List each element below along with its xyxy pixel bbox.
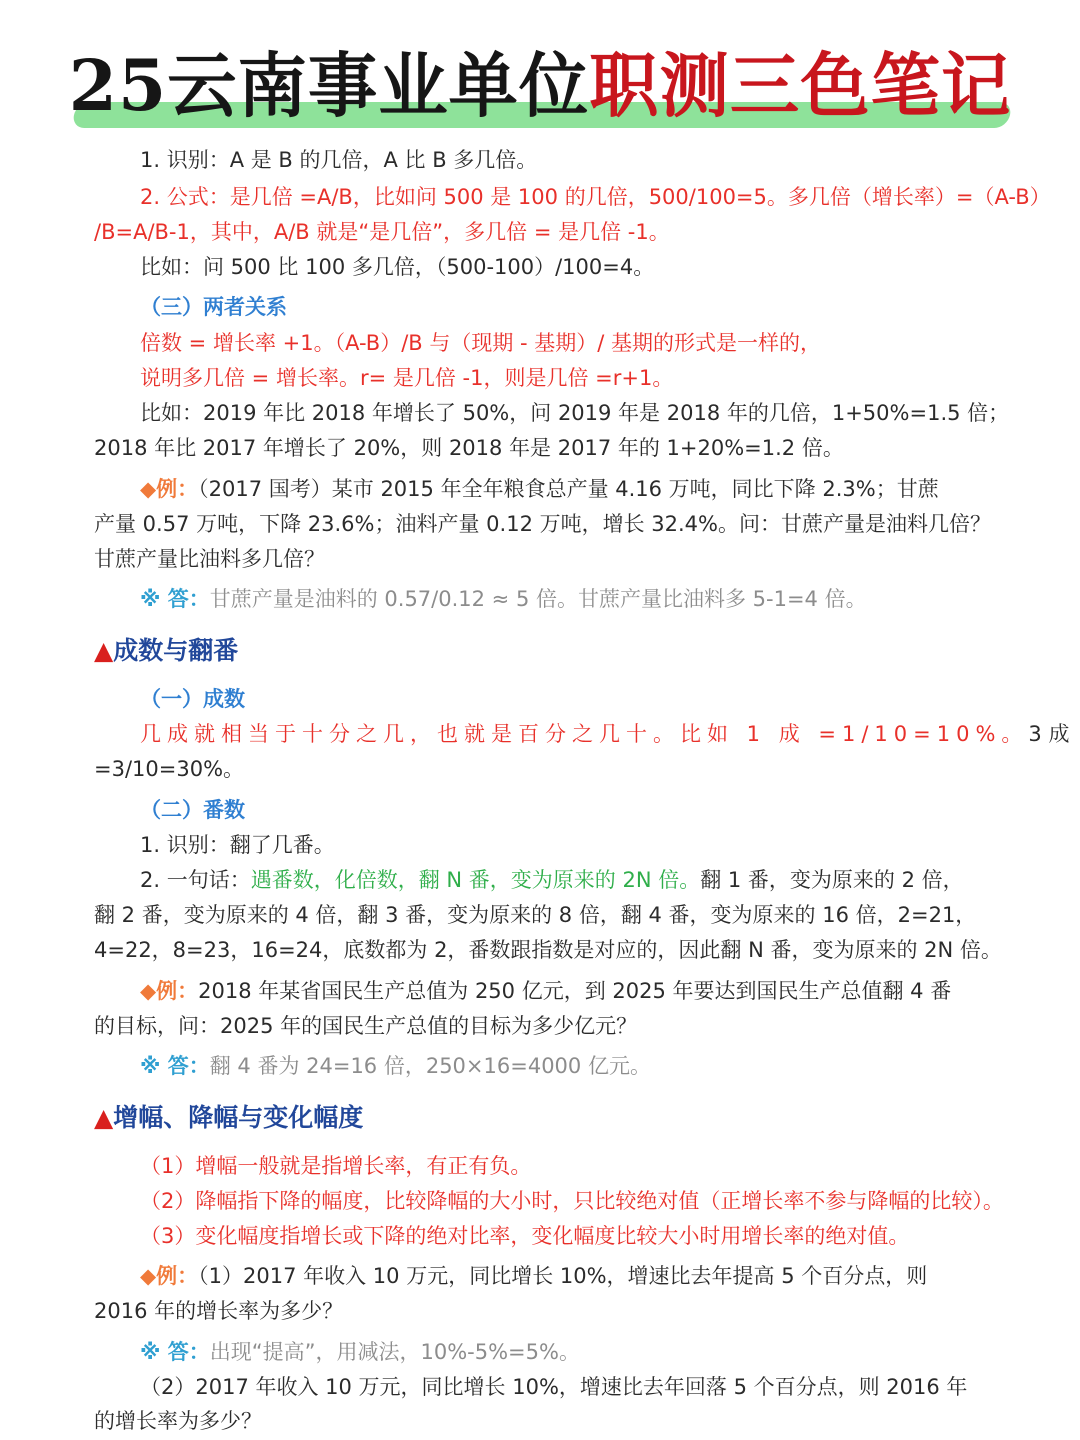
example-label: ◆例： (140, 477, 199, 501)
title-red-part: 职测三色笔记 (589, 44, 1012, 127)
fanshu-line-3: 4=22，8=23，16=24，底数都为 2，番数跟指数是对应的，因此翻 N 番，变为原来的 2N 倍。 (94, 938, 1002, 962)
triangle-icon: ▲ (94, 1103, 114, 1132)
example2-line-1 (140, 976, 951, 1006)
triangle-icon: ▲ (94, 636, 114, 665)
fanshu-rest: 翻 1 番，变为原来的 2 倍， (700, 868, 964, 892)
example3-text-1: （1）2017 年收入 10 万元，同比增长 10%，增速比去年提高 5 个百分点，则 (198, 1264, 928, 1288)
example3-q2-line-1: （2）2017 年收入 10 万元，同比增长 10%，增速比去年回落 5 个百分点，则 2016 年 (140, 1375, 968, 1399)
answer-label: ※ 答： (140, 1054, 210, 1078)
example1-line-1 (140, 474, 939, 504)
chengshu-text-1b: 3 成 (1028, 722, 1070, 746)
answer2-text: 翻 4 番为 24=16 倍，250×16=4000 亿元。 (209, 1054, 651, 1078)
relation-line-1: 倍数 = 增长率 +1。（A-B）/B 与（现期 - 基期）/ 基期的形式是一样的， (140, 331, 822, 355)
chengshu-line-1 (140, 719, 1069, 749)
example3-q2-line-2: 的增长率为多少？ (94, 1409, 262, 1433)
answer-label: ※ 答： (140, 587, 210, 611)
fanshu-green-text: 遇番数，化倍数，翻 N 番，变为原来的 2N 倍。 (250, 868, 701, 892)
fudu-point-2: （2）降幅指下降的幅度，比较降幅的大小时，只比较绝对值（正增长率不参与降幅的比较）。 (140, 1189, 1004, 1213)
example-label: ◆例： (140, 979, 199, 1003)
relation-heading: （三）两者关系 (140, 295, 287, 319)
example1-line-2: 产量 0.57 万吨，下降 23.6%；油料产量 0.12 万吨，增长 32.4%。问：甘蔗产量是油料几倍？ (94, 512, 991, 536)
example3-line-2: 2016 年的增长率为多少？ (94, 1299, 344, 1323)
answer1-text: 甘蔗产量是油料的 0.57/0.12 ≈ 5 倍。甘蔗产量比油料多 5-1=4 倍。 (209, 587, 867, 611)
fanshu-line-1 (140, 865, 964, 895)
example3-line-1 (140, 1261, 927, 1291)
fudu-point-1: （1）增幅一般就是指增长率，有正有负。 (140, 1154, 532, 1178)
chengshu-text-1: 几成就相当于十分之几，也就是百分之几十。比如 1 成 =1/10=10%。 (140, 722, 1029, 746)
answer3-text: 出现“提高”，用减法，10%-5%=5%。 (209, 1340, 580, 1364)
identify-line: 1. 识别：A 是 B 的几倍，A 比 B 多几倍。 (140, 148, 538, 172)
relation-example-2: 2018 年比 2017 年增长了 20%，则 2018 年是 2017 年的 1+20%=1.2 倍。 (94, 436, 844, 460)
title-black-part: 25云南事业单位 (68, 44, 590, 127)
example-label: ◆例： (140, 1264, 199, 1288)
section-heading-text: 成数与翻番 (113, 636, 239, 665)
relation-example-1: 比如：2019 年比 2018 年增长了 50%，问 2019 年是 2018 年的几倍，1+50%=1.5 倍； (140, 401, 1010, 425)
answer3-line (140, 1337, 580, 1367)
example2-line-2: 的目标，问：2025 年的国民生产总值的目标为多少亿元？ (94, 1014, 638, 1038)
example1-text-1: （2017 国考）某市 2015 年全年粮食总产量 4.16 万吨，同比下降 2.3%；甘蔗 (198, 477, 939, 501)
page-title (5, 42, 1075, 130)
fanshu-subheading: （二）番数 (140, 798, 245, 822)
answer-label: ※ 答： (140, 1340, 210, 1364)
formula-line-1: 2. 公式：是几倍 =A/B，比如问 500 是 100 的几倍，500/100=5。多几倍（增长率）=（A-B） (140, 185, 1051, 209)
section-heading-text: 增幅、降幅与变化幅度 (113, 1103, 364, 1132)
section-heading-chengshu (94, 636, 238, 666)
answer2-line (140, 1051, 651, 1081)
example2-text-1: 2018 年某省国民生产总值为 250 亿元，到 2025 年要达到国民生产总值翻 4 番 (198, 979, 952, 1003)
fanshu-identify: 1. 识别：翻了几番。 (140, 833, 335, 857)
fudu-point-3: （3）变化幅度指增长或下降的绝对比率，变化幅度比较大小时用增长率的绝对值。 (140, 1224, 910, 1248)
example-line: 比如：问 500 比 100 多几倍，（500-100）/100=4。 (140, 255, 655, 279)
answer1-line (140, 584, 867, 614)
chengshu-subheading: （一）成数 (140, 687, 245, 711)
relation-line-2: 说明多几倍 = 增长率。r= 是几倍 -1，则是几倍 =r+1。 (140, 366, 674, 390)
fanshu-line-2: 翻 2 番，变为原来的 4 倍，翻 3 番，变为原来的 8 倍，翻 4 番，变为原来的 16 倍，2=21， (94, 903, 977, 927)
example1-line-3: 甘蔗产量比油料多几倍？ (94, 547, 325, 571)
chengshu-line-2: =3/10=30%。 (94, 757, 245, 781)
fanshu-lead: 2. 一句话： (140, 868, 251, 892)
formula-line-2: /B=A/B-1，其中，A/B 就是“是几倍”，多几倍 = 是几倍 -1。 (94, 220, 670, 244)
title-banner (0, 40, 1080, 140)
section-heading-fudu (94, 1103, 363, 1133)
